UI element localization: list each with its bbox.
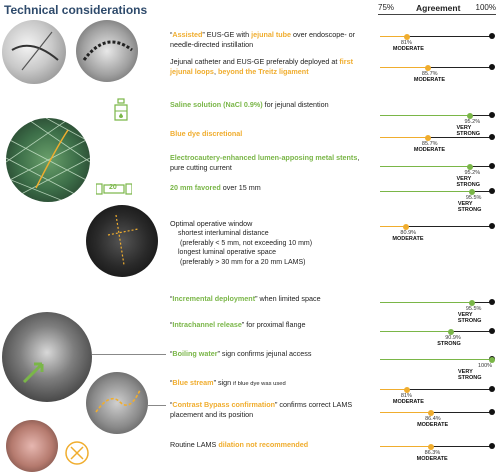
agreement-bar-8 xyxy=(380,296,492,324)
bar-value-dot xyxy=(403,224,409,230)
statement-1-run-1: Assisted xyxy=(172,30,203,39)
bar-fill xyxy=(380,166,470,167)
no-dilation-icon xyxy=(64,440,90,466)
bar-fill xyxy=(380,359,492,360)
statement-5 xyxy=(170,153,370,172)
bar-value-dot xyxy=(404,34,410,40)
statement-13-run-1: dilation not recommended xyxy=(218,440,309,449)
statement-1-run-3: jejunal tube xyxy=(251,30,292,39)
bar-fill xyxy=(380,446,431,447)
statement-11-run-0: “ xyxy=(170,378,173,387)
agreement-bar-3 xyxy=(380,109,492,137)
bar-fill xyxy=(380,389,407,390)
bar-level-label: MODERATE xyxy=(413,77,445,83)
dilation-photo xyxy=(6,420,58,472)
statement-11 xyxy=(170,378,370,390)
statement-2-run-3: beyond the Treitz ligament xyxy=(217,66,309,76)
header-rule xyxy=(378,14,496,15)
bar-value-dot xyxy=(469,300,475,306)
bar-end-dot xyxy=(489,134,495,140)
stent-size-label: 20 xyxy=(109,184,117,191)
bar-percent-label: 95.5% xyxy=(465,195,482,201)
window-line-2-run-0: (preferably < 5 mm, not exceeding 10 mm) xyxy=(180,239,313,247)
bar-fill xyxy=(380,191,472,192)
statement-12-run-0: “ xyxy=(170,400,173,409)
statement-2-run-2: , xyxy=(213,66,218,76)
bar-end-dot xyxy=(489,163,495,169)
statement-10-run-0: “ xyxy=(170,349,173,358)
bar-fill xyxy=(380,302,472,303)
agreement-bar-9 xyxy=(380,325,492,347)
connector-contrast-bypass xyxy=(148,405,166,406)
statement-12 xyxy=(170,400,370,419)
stent-mesh-photo xyxy=(6,118,90,202)
agreement-bar-7 xyxy=(380,220,492,242)
bar-percent-label: 85.7% xyxy=(421,71,438,77)
bar-percent-label: 95.5% xyxy=(465,306,482,312)
statement-12-run-1: Contrast Bypass confirmation xyxy=(172,400,276,409)
statement-7 xyxy=(170,219,370,229)
bar-fill xyxy=(380,331,451,332)
bar-fill xyxy=(380,67,428,68)
agreement-bar-12 xyxy=(380,406,492,428)
bar-level-label: MODERATE xyxy=(416,456,448,462)
bar-level-label: MODERATE xyxy=(392,236,424,242)
bar-level-label: MODERATE xyxy=(392,46,424,52)
window-line-4 xyxy=(178,258,368,268)
statement-5-run-1: , pure cutting current xyxy=(170,153,360,172)
bar-value-dot xyxy=(404,387,410,393)
window-line-4-run-0: (preferably > 30 mm for a 20 mm LAMS) xyxy=(180,258,306,266)
statement-8-run-1: Incremental deployment xyxy=(172,294,256,303)
window-line-3-run-0: longest luminal operative space xyxy=(178,249,277,256)
page-title: Technical considerations xyxy=(4,3,148,17)
bar-percent-label: 81% xyxy=(400,393,412,399)
statement-6-run-0: 20 mm favored xyxy=(170,183,221,192)
bar-percent-label: 85.7% xyxy=(421,141,438,147)
bar-value-dot xyxy=(448,329,454,335)
bar-end-dot xyxy=(489,223,495,229)
statement-13-run-0: Routine LAMS xyxy=(170,440,219,449)
bar-value-dot xyxy=(489,357,495,363)
statement-9-run-0: “ xyxy=(170,320,173,329)
statement-11-run-3: if blue dye was used xyxy=(233,381,286,387)
bar-level-label: MODERATE xyxy=(417,422,449,428)
bar-end-dot xyxy=(489,112,495,118)
statement-9-run-1: Intrachannel release xyxy=(172,320,242,329)
bar-value-dot xyxy=(428,410,434,416)
statement-2 xyxy=(170,57,370,76)
bar-fill xyxy=(380,36,407,37)
bar-percent-label: 86.3% xyxy=(424,450,441,456)
bar-percent-label: 86.4% xyxy=(425,416,441,422)
statement-8 xyxy=(170,294,370,304)
agreement-bar-5 xyxy=(380,160,492,188)
stent-size-20-icon xyxy=(96,182,132,196)
statement-4-run-0: Blue dye discretional xyxy=(170,129,243,138)
bar-end-dot xyxy=(489,386,495,392)
bar-value-dot xyxy=(428,444,434,450)
bar-level-label: VERY STRONG xyxy=(457,201,482,213)
agreement-bar-4 xyxy=(380,131,492,153)
bar-percent-label: 95.2% xyxy=(464,170,481,176)
bar-fill xyxy=(380,115,470,116)
scale-high-label: 100% xyxy=(475,3,496,12)
window-line-3 xyxy=(178,248,368,258)
agreement-bar-13 xyxy=(380,440,492,462)
bar-value-dot xyxy=(469,189,475,195)
bar-fill xyxy=(380,137,428,138)
bar-percent-label: 90.9% xyxy=(445,335,461,341)
operative-window-photo xyxy=(86,205,158,277)
bar-end-dot xyxy=(489,409,495,415)
statement-4 xyxy=(170,129,370,139)
bar-level-label: MODERATE xyxy=(413,147,445,153)
bar-level-label: VERY STRONG xyxy=(456,125,481,137)
bar-level-label: VERY STRONG xyxy=(458,369,482,381)
bar-value-dot xyxy=(467,113,473,119)
agreement-bar-1 xyxy=(380,30,492,52)
statement-2-run-1: first jejunal loops xyxy=(170,57,353,76)
statement-11-run-2: ” sign xyxy=(213,378,234,387)
statement-2-run-0: Jejunal catheter and EUS-GE preferably deployed at xyxy=(170,57,340,66)
statement-3-run-1: for jejunal distention xyxy=(262,100,329,109)
statement-13 xyxy=(170,440,370,450)
statement-5-run-0: Electrocautery-enhanced lumen-apposing metal stents xyxy=(170,153,358,162)
connector-boiling-water xyxy=(92,354,166,355)
window-line-1 xyxy=(178,229,368,239)
bar-value-dot xyxy=(425,65,431,71)
statement-10 xyxy=(170,349,370,359)
statement-8-run-2: ” when limited space xyxy=(255,294,321,303)
bar-level-label: VERY STRONG xyxy=(456,176,481,188)
bar-end-dot xyxy=(489,33,495,39)
bar-percent-label: 95.2% xyxy=(464,119,481,125)
window-line-2 xyxy=(178,239,368,249)
bar-value-dot xyxy=(467,164,473,170)
bar-level-label: VERY STRONG xyxy=(457,312,482,324)
endoscopy-photo-1 xyxy=(2,20,66,84)
statement-9-run-2: ” for proximal flange xyxy=(241,320,306,329)
boiling-water-photo xyxy=(2,312,92,402)
bar-level-label: STRONG xyxy=(437,341,461,347)
operative-window-details xyxy=(178,229,368,267)
bar-fill xyxy=(380,412,431,413)
agreement-bar-11 xyxy=(380,383,492,405)
statement-3-run-0: Saline solution (NaCl 0.9%) xyxy=(170,100,263,109)
statement-10-run-2: ” sign confirms jejunal access xyxy=(217,349,312,358)
bar-percent-label: 80.9% xyxy=(400,230,417,236)
statement-6 xyxy=(170,183,370,193)
agreement-bar-6 xyxy=(380,185,492,213)
statement-11-run-1: Blue stream xyxy=(172,378,214,387)
bar-end-dot xyxy=(489,299,495,305)
statement-8-run-0: “ xyxy=(170,294,173,303)
statement-9 xyxy=(170,320,370,330)
bar-end-dot xyxy=(489,188,495,194)
statement-1-run-0: “ xyxy=(170,30,173,39)
contrast-bypass-photo xyxy=(86,372,148,434)
agreement-bar-10 xyxy=(380,353,493,381)
agreement-bar-2 xyxy=(380,61,492,83)
statement-1-run-4: over endoscope- or needle-directed instillation xyxy=(170,30,355,49)
statement-1 xyxy=(170,30,370,49)
bar-end-dot xyxy=(489,328,495,334)
statement-1-run-2: ” EUS-GE with xyxy=(202,30,252,39)
scale-title: Agreement xyxy=(416,3,461,13)
bar-value-dot xyxy=(425,135,431,141)
statement-7-run-0: Optimal operative window xyxy=(170,219,253,228)
scale-low-label: 75% xyxy=(378,3,395,12)
statement-6-run-1: over 15 mm xyxy=(220,183,261,192)
bar-end-dot xyxy=(489,64,495,70)
statement-10-run-1: Boiling water xyxy=(172,349,218,358)
bar-level-label: MODERATE xyxy=(392,399,424,405)
endoscopy-photo-2 xyxy=(76,20,138,82)
statement-12-run-2: ” confirms correct LAMS placement and its position xyxy=(170,400,353,419)
bar-percent-label: 100% xyxy=(478,363,493,369)
window-line-1-run-0: shortest interluminal distance xyxy=(178,230,269,237)
statement-3 xyxy=(170,100,370,110)
bar-percent-label: 81% xyxy=(400,40,412,46)
saline-bottle-icon xyxy=(112,98,130,122)
bar-end-dot xyxy=(489,443,495,449)
